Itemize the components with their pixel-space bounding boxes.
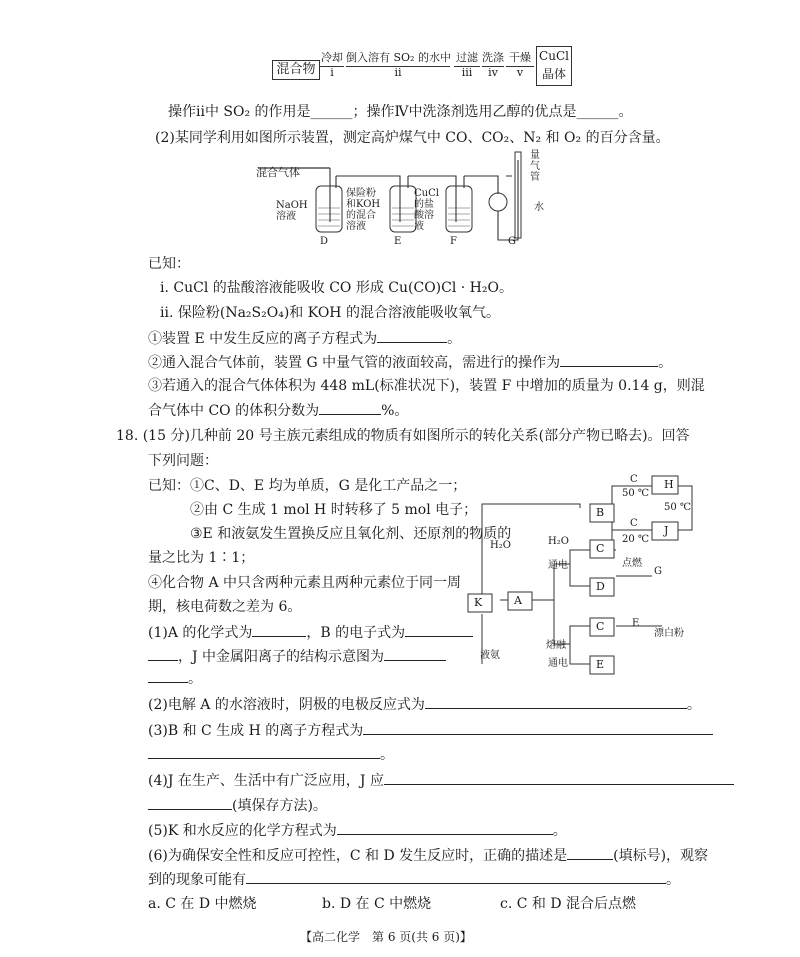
blank-p1a[interactable] xyxy=(252,622,306,637)
p4-line2: (填保存方法)。 xyxy=(148,795,327,816)
flow-step xyxy=(320,52,344,79)
flow-step-op: 过滤 xyxy=(456,51,478,64)
node-D: D xyxy=(596,580,605,593)
flow-step xyxy=(346,52,450,79)
bottle-E xyxy=(390,186,416,232)
node-C1: C xyxy=(596,542,605,555)
subq-1: ①装置 E 中发生反应的离子方程式为 。 xyxy=(148,328,461,349)
gas-in-label: 混合气体 xyxy=(256,166,300,179)
bulb-G xyxy=(489,193,507,211)
F-text: CuCl 的盐 酸溶 液 xyxy=(414,188,439,232)
p4-line1: (4)J 在生产、生活中有广泛应用，J 应 xyxy=(148,770,734,791)
flow-end-line2: 晶体 xyxy=(541,67,566,81)
water-label: 水 xyxy=(534,202,544,213)
page-footer: 【高二化学 第 6 页(共 6 页)】 xyxy=(300,930,472,944)
flow-start-box xyxy=(272,60,320,80)
blank-p5[interactable] xyxy=(337,820,553,835)
q18-line1: 18. (15 分)几种前 20 号主族元素组成的物质有如图所示的转化关系(部分产物已略去)。回答 xyxy=(116,428,690,444)
blank-p4[interactable] xyxy=(384,770,734,785)
p1-line2: ，J 中金属阳离子的结构示意图为 xyxy=(148,646,446,667)
flow-step-op: 倒入溶有 SO₂ 的水中 xyxy=(346,51,451,64)
p6-line1: (6)为确保安全性和反应可控性，C 和 D 发生反应时，正确的描述是 (填标号)，观察 xyxy=(148,845,708,866)
blank-p3[interactable] xyxy=(363,720,713,735)
blank-p6b[interactable] xyxy=(246,869,666,884)
label-E: E xyxy=(394,236,402,247)
flow-step-num: ⅳ xyxy=(488,66,498,79)
flow-step-num: ⅲ xyxy=(461,66,473,79)
label-G: G xyxy=(508,236,516,247)
D-text: NaOH 溶液 xyxy=(276,200,308,222)
known-2: ⅱ. 保险粉(Na₂S₂O₄)和 KOH 的混合溶液能吸收氧气。 xyxy=(160,305,500,321)
node-A: A xyxy=(514,594,522,607)
a-branch xyxy=(532,564,554,644)
flow-step-op: 洗涤 xyxy=(482,51,504,64)
t20: 20 ℃ xyxy=(622,534,650,545)
ops-question-text: 操作ⅱ中 SO₂ 的作用是______；操作Ⅳ中洗涤剂选用乙醇的优点是______。 xyxy=(168,104,633,120)
p3-cont: 。 xyxy=(148,744,394,765)
k3b: 量之比为 1∶1； xyxy=(148,550,255,566)
tongdian1: 通电 xyxy=(548,560,568,571)
p1-line3: 。 xyxy=(148,668,202,689)
tongdian2: 通电 xyxy=(548,658,568,669)
p6-line2: 到的现象可能有 。 xyxy=(148,869,680,890)
k3a: ③E 和液氨发生置换反应且氧化剂、还原剂的物质的 xyxy=(190,526,512,542)
flow-step xyxy=(454,52,480,79)
blank-p4-cont[interactable] xyxy=(148,795,232,810)
blank-p1c-cont[interactable] xyxy=(148,668,188,683)
piaobaifen: 漂白粉 xyxy=(654,628,684,639)
flow-step-num: ⅰ xyxy=(330,66,334,79)
blank-s3[interactable] xyxy=(319,400,381,415)
p5: (5)K 和水反应的化学方程式为 。 xyxy=(148,820,567,841)
subq-3a: ③若通入的混合气体体积为 448 mL(标准状况下)，装置 F 中增加的质量为 0.14 g，则混 xyxy=(148,378,705,394)
blank-s2[interactable] xyxy=(560,352,658,367)
c-50: C xyxy=(630,474,638,485)
node-H: H xyxy=(664,478,674,491)
node-C2: C xyxy=(596,620,605,633)
node-E: E xyxy=(596,658,605,671)
blank-s1[interactable] xyxy=(377,328,447,343)
label-F: F xyxy=(450,236,457,247)
flow-start: 混合物 xyxy=(276,62,316,77)
bottle-D xyxy=(316,186,342,232)
flow-end-box xyxy=(536,46,572,86)
bottle-F xyxy=(446,186,472,232)
k4a: ④化合物 A 中只含两种元素且两种元素位于同一周 xyxy=(148,575,462,591)
flow-step-num: ⅴ xyxy=(516,66,524,79)
p2: (2)电解 A 的水溶液时，阴极的电极反应式为 。 xyxy=(148,694,701,715)
ops-question xyxy=(168,102,633,122)
k4b: 期，核电荷数之差为 6。 xyxy=(148,599,302,615)
dianran: 点燃 xyxy=(622,558,642,569)
known-title: 已知： xyxy=(148,256,190,272)
node-B: B xyxy=(596,506,605,519)
G-text: 量 气 管 xyxy=(530,150,540,183)
k1: 已知：①C、D、E 均为单质，G 是化工产品之一； xyxy=(148,478,467,494)
k2: ②由 C 生成 1 mol H 时转移了 5 mol 电子； xyxy=(190,502,478,518)
product-G: G xyxy=(654,566,662,577)
t50r: 50 ℃ xyxy=(664,502,692,513)
subq-2: ②通入混合气体前，装置 G 中量气管的液面较高，需进行的操作为 。 xyxy=(148,352,672,373)
yean: 液氨 xyxy=(480,650,500,661)
blank-p1c[interactable] xyxy=(384,646,446,661)
flow-step-op: 冷却 xyxy=(321,51,343,64)
option-c: c. C 和 D 混合后点燃 xyxy=(500,896,637,912)
q2-intro: (2)某同学利用如图所示装置，测定高炉煤气中 CO、CO₂、N₂ 和 O₂ 的百分含量。 xyxy=(155,130,670,146)
h2o-top: H₂O xyxy=(548,536,569,547)
h2o-left: H₂O xyxy=(490,540,511,551)
blank-p3-cont[interactable] xyxy=(148,744,380,759)
flow-step xyxy=(506,52,534,79)
p3: (3)B 和 C 生成 H 的离子方程式为 xyxy=(148,720,713,741)
ronghua: 熔融 xyxy=(546,640,566,651)
label-D: D xyxy=(320,236,329,247)
c-20: C xyxy=(630,518,638,529)
E-text: 保险粉 和KOH 的混合 溶液 xyxy=(346,188,381,232)
blank-p2[interactable] xyxy=(425,694,687,709)
node-K: K xyxy=(474,596,483,609)
blank-p6a[interactable] xyxy=(567,845,613,860)
p1-line1: (1)A 的化学式为 ，B 的电子式为 xyxy=(148,622,473,643)
t50: 50 ℃ xyxy=(622,488,650,499)
E-arrow-label: E xyxy=(632,618,640,629)
option-b: b. D 在 C 中燃烧 xyxy=(322,896,432,912)
flow-step-op: 干燥 xyxy=(509,51,531,64)
flow-step xyxy=(482,52,504,79)
node-J: J xyxy=(664,524,669,537)
flow-end-line1: CuCl xyxy=(539,49,569,63)
subq-3b: 合气体中 CO 的体积分数为 %。 xyxy=(148,400,408,421)
q18-line2: 下列问题： xyxy=(148,453,218,469)
option-a: a. C 在 D 中燃烧 xyxy=(148,896,257,912)
liquid-hatching xyxy=(318,208,470,226)
known-1: ⅰ. CuCl 的盐酸溶液能吸收 CO 形成 Cu(CO)Cl · H₂O。 xyxy=(160,280,513,296)
flow-step-num: ⅱ xyxy=(394,66,402,79)
k-to-b-line xyxy=(482,504,580,606)
blank-p1b-cont[interactable] xyxy=(148,646,178,661)
